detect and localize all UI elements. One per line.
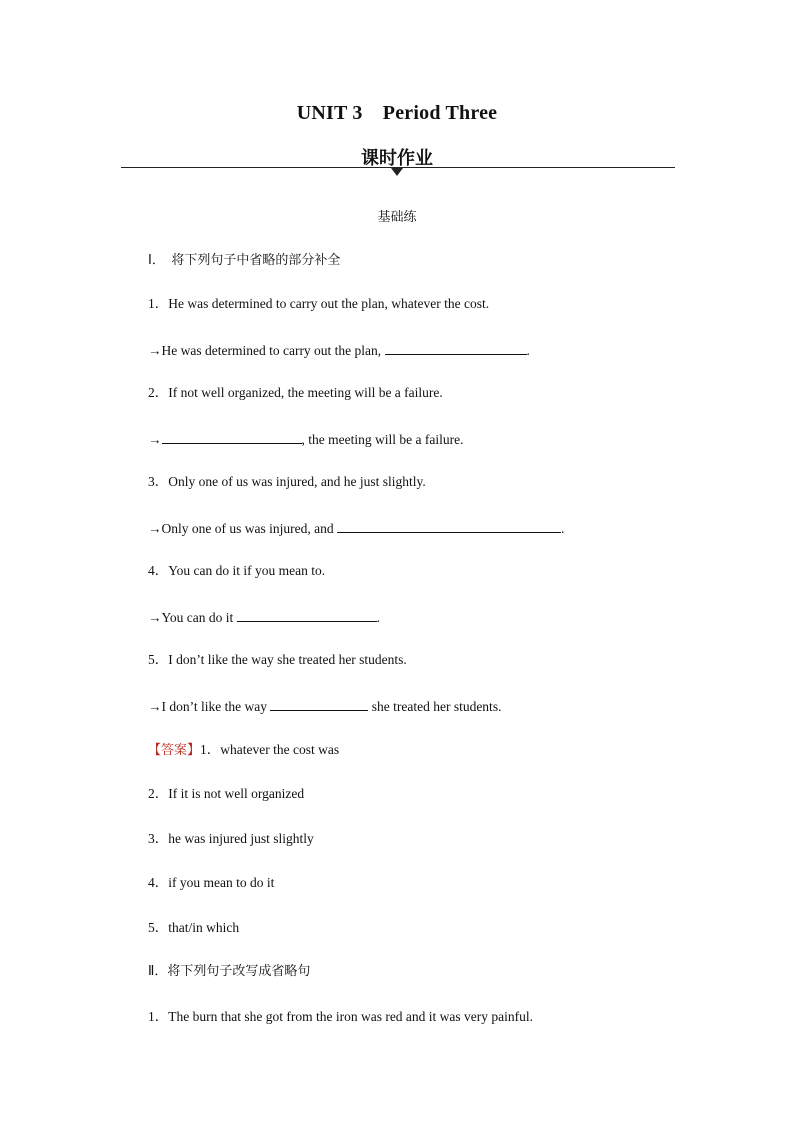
rewrite-suffix: .	[376, 610, 381, 625]
answer-number: 4．	[148, 875, 169, 890]
rewrite-5	[148, 696, 501, 716]
answer-number: 5．	[148, 920, 169, 935]
rewrite-3	[148, 518, 564, 538]
answer-blank[interactable]	[385, 340, 527, 355]
part2-heading: Ⅱ．将下列句子改写成省略句	[148, 964, 311, 979]
question-number: 1．	[148, 1009, 169, 1024]
page-title: UNIT 3 Period Three	[296, 102, 498, 124]
question-number: 5．	[148, 652, 169, 667]
rewrite-suffix: , the meeting will be a failure.	[301, 432, 464, 447]
question-3	[148, 473, 426, 491]
answer-blank[interactable]	[270, 696, 368, 711]
answer-text: he was injured just slightly	[168, 831, 314, 846]
answer-2	[148, 785, 304, 803]
rewrite-suffix: she treated her students.	[368, 699, 502, 714]
rewrite-prefix: →	[148, 432, 162, 447]
answer-3	[148, 830, 314, 848]
answer-blank[interactable]	[237, 607, 377, 622]
answer-4	[148, 874, 274, 892]
question-text: The burn that she got from the iron was red and it was very painful.	[168, 1009, 534, 1024]
answer-number: 1．	[200, 742, 221, 757]
page-subtitle: 课时作业	[361, 148, 433, 169]
rewrite-1	[148, 340, 530, 360]
answer-text: if you mean to do it	[168, 875, 275, 890]
section-label: 基础练	[377, 210, 417, 225]
question-number: 1．	[148, 296, 169, 311]
triangle-marker-icon	[391, 168, 403, 176]
rewrite-prefix: →You can do it	[148, 610, 237, 625]
answer-text: that/in which	[168, 920, 240, 935]
answer-number: 2．	[148, 786, 169, 801]
rewrite-prefix: →I don’t like the way	[148, 699, 271, 714]
answer-number: 3．	[148, 831, 169, 846]
question-5	[148, 651, 407, 669]
question-text: Only one of us was injured, and he just slightly.	[168, 474, 426, 489]
answer-1	[148, 741, 339, 760]
answer-blank[interactable]	[337, 518, 561, 533]
rewrite-suffix: .	[526, 343, 530, 358]
question-number: 3．	[148, 474, 169, 489]
rewrite-prefix: →He was determined to carry out the plan,	[148, 343, 385, 358]
answer-blank[interactable]	[162, 429, 302, 444]
question-text: He was determined to carry out the plan, whatever the cost.	[168, 296, 490, 311]
answer-text: If it is not well organized	[168, 786, 305, 801]
question-number: 4．	[148, 563, 169, 578]
rewrite-4	[148, 607, 380, 627]
answer-tag: 【答案】	[148, 743, 201, 758]
rewrite-prefix: →Only one of us was injured, and	[148, 521, 337, 536]
rewrite-suffix: .	[560, 521, 565, 536]
question-text: I don’t like the way she treated her students.	[168, 652, 407, 667]
question-text: If not well organized, the meeting will be a failure.	[168, 385, 443, 400]
question-2	[148, 384, 443, 402]
answer-5	[148, 919, 239, 937]
question-number: 2．	[148, 385, 169, 400]
part2-question-1	[148, 1008, 533, 1026]
answer-text: whatever the cost was	[220, 742, 340, 757]
question-4	[148, 562, 325, 580]
question-text: You can do it if you mean to.	[168, 563, 326, 578]
part1-heading: Ⅰ． 将下列句子中省略的部分补全	[148, 253, 341, 268]
question-1	[148, 295, 489, 313]
rewrite-2	[148, 429, 463, 449]
